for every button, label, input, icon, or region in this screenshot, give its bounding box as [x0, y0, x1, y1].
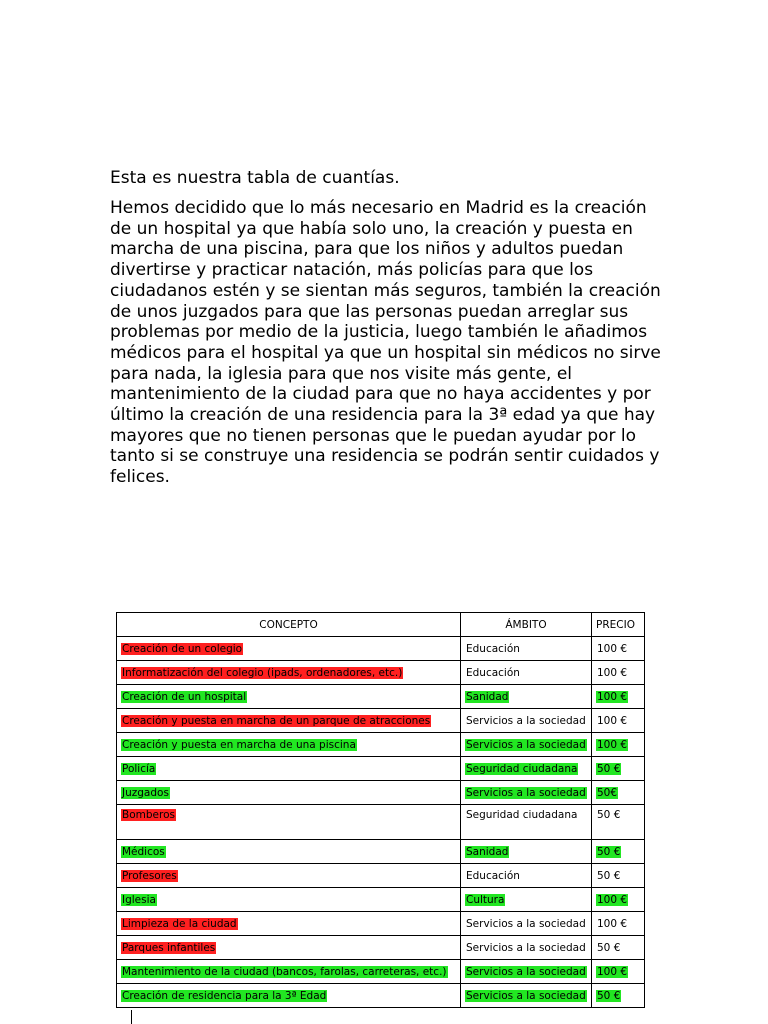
cell-precio	[592, 781, 645, 805]
cell-ambito	[461, 840, 592, 864]
cell-concepto	[117, 733, 461, 757]
table-row	[117, 757, 645, 781]
cell-precio-text: 100 €	[597, 738, 628, 751]
cell-precio-text: 100 €	[597, 917, 628, 930]
cell-precio-text: 50€	[597, 786, 618, 799]
cell-precio-text: 50 €	[597, 845, 621, 858]
cell-precio-text: 50 €	[597, 762, 621, 775]
table-row	[117, 984, 645, 1008]
cell-ambito-text: Cultura	[466, 893, 505, 906]
cell-ambito	[461, 936, 592, 960]
cell-concepto	[117, 781, 461, 805]
cell-ambito-text: Educación	[466, 869, 520, 882]
cell-precio	[592, 936, 645, 960]
header-precio: PRECIO	[592, 613, 645, 637]
cell-precio	[592, 912, 645, 936]
table-row	[117, 733, 645, 757]
cell-ambito	[461, 637, 592, 661]
cell-concepto	[117, 984, 461, 1008]
table-row	[117, 840, 645, 864]
cell-concepto	[117, 864, 461, 888]
cell-concepto	[117, 805, 461, 840]
cell-precio	[592, 685, 645, 709]
cell-ambito	[461, 912, 592, 936]
table-row	[117, 685, 645, 709]
cell-precio	[592, 960, 645, 984]
cell-concepto	[117, 637, 461, 661]
cell-ambito	[461, 984, 592, 1008]
table-row	[117, 709, 645, 733]
cell-precio	[592, 840, 645, 864]
cell-precio	[592, 888, 645, 912]
cell-ambito	[461, 864, 592, 888]
cell-concepto	[117, 888, 461, 912]
cell-ambito-text: Sanidad	[466, 690, 509, 703]
cell-ambito	[461, 733, 592, 757]
cell-concepto-text: Limpieza de la ciudad	[122, 917, 237, 930]
cell-concepto-text: Profesores	[122, 869, 177, 882]
table-row	[117, 960, 645, 984]
cell-concepto	[117, 912, 461, 936]
table-row	[117, 781, 645, 805]
cell-ambito	[461, 960, 592, 984]
cell-precio	[592, 661, 645, 685]
cell-concepto-text: Juzgados	[122, 786, 169, 799]
cell-precio-text: 100 €	[597, 690, 628, 703]
cell-ambito-text: Servicios a la sociedad	[466, 965, 586, 978]
cell-concepto	[117, 960, 461, 984]
cell-ambito-text: Servicios a la sociedad	[466, 738, 586, 751]
cell-precio	[592, 757, 645, 781]
table-row	[117, 912, 645, 936]
cuantias-table	[116, 612, 645, 1008]
cell-ambito-text: Servicios a la sociedad	[466, 989, 586, 1002]
cell-precio	[592, 805, 645, 840]
table-row	[117, 661, 645, 685]
cell-concepto-text: Creación y puesta en marcha de una piscina	[122, 738, 356, 751]
cell-precio-text: 50 €	[597, 869, 621, 882]
cell-concepto	[117, 840, 461, 864]
cell-ambito-text: Servicios a la sociedad	[466, 941, 586, 954]
table-header-row	[117, 613, 645, 637]
header-concepto: CONCEPTO	[117, 613, 461, 637]
cell-precio-text: 100 €	[597, 666, 628, 679]
table-body	[117, 637, 645, 1008]
cell-concepto-text: Parques infantiles	[122, 941, 216, 954]
cell-concepto-text: Creación de un colegio	[122, 642, 243, 655]
header-ambito: ÁMBITO	[461, 613, 592, 637]
cell-ambito-text: Educación	[466, 666, 520, 679]
table-row	[117, 936, 645, 960]
body-paragraph: Hemos decidido que lo más necesario en Madrid es la creación de un hospital ya que había solo uno, la creación y puesta en marcha de una piscina, para que los niños y adultos puedan divertirse y practicar natación, más policías para que los ciudadanos estén y se sientan más seguros, también la creación de unos juzgados para que las personas puedan arreglar sus problemas por medio de la justicia, luego también le añadimos médicos para el hospital ya que un hospital sin médicos no sirve para nada, la iglesia para que nos visite más gente, el mantenimiento de la ciudad para que no haya accidentes y por último la creación de una residencia para la 3ª edad ya que hay mayores que no tienen personas que le puedan ayudar por lo tanto si se construye una residencia se podrán sentir cuidados y felices.	[110, 198, 661, 488]
cell-ambito-text: Servicios a la sociedad	[466, 714, 586, 727]
table-row	[117, 864, 645, 888]
cell-concepto-text: Creación de un hospital	[122, 690, 247, 703]
cell-ambito-text: Seguridad ciudadana	[466, 762, 578, 775]
cell-precio	[592, 864, 645, 888]
cell-ambito	[461, 805, 592, 840]
cell-concepto	[117, 661, 461, 685]
cell-precio-text: 100 €	[597, 714, 628, 727]
cell-concepto-text: Mantenimiento de la ciudad (bancos, farolas, carreteras, etc.)	[122, 965, 447, 978]
text-cursor	[131, 1010, 132, 1024]
cell-precio	[592, 709, 645, 733]
cell-precio-text: 100 €	[597, 893, 628, 906]
cell-concepto-text: Médicos	[122, 845, 165, 858]
cell-precio-text: 50 €	[597, 989, 621, 1002]
cell-concepto-text: Creación de residencia para la 3ª Edad	[122, 989, 327, 1002]
cell-ambito	[461, 661, 592, 685]
cell-precio-text: 100 €	[597, 965, 628, 978]
cell-ambito	[461, 888, 592, 912]
cell-precio-text: 100 €	[597, 642, 628, 655]
cell-ambito	[461, 757, 592, 781]
cell-ambito	[461, 685, 592, 709]
table-row	[117, 888, 645, 912]
cell-precio	[592, 733, 645, 757]
cell-precio-text: 50 €	[597, 941, 621, 954]
cell-precio	[592, 984, 645, 1008]
cell-precio	[592, 637, 645, 661]
cell-ambito-text: Seguridad ciudadana	[466, 809, 578, 821]
cell-concepto-text: Policía	[122, 762, 156, 775]
cell-ambito-text: Educación	[466, 642, 520, 655]
cell-concepto-text: Iglesia	[122, 893, 156, 906]
cell-ambito-text: Servicios a la sociedad	[466, 786, 586, 799]
cell-concepto-text: Creación y puesta en marcha de un parque de atracciones	[122, 714, 431, 727]
cell-ambito-text: Servicios a la sociedad	[466, 917, 586, 930]
table-row	[117, 805, 645, 840]
cell-concepto	[117, 685, 461, 709]
cell-concepto-text: Informatización del colegio (ipads, ordenadores, etc.)	[122, 666, 403, 679]
cell-concepto	[117, 709, 461, 733]
cell-concepto	[117, 757, 461, 781]
cell-precio-text: 50 €	[597, 809, 621, 821]
intro-text: Esta es nuestra tabla de cuantías.	[110, 168, 400, 188]
cell-concepto	[117, 936, 461, 960]
cell-ambito	[461, 781, 592, 805]
table-row	[117, 637, 645, 661]
cell-ambito-text: Sanidad	[466, 845, 509, 858]
cell-concepto-text: Bomberos	[122, 809, 175, 821]
cell-ambito	[461, 709, 592, 733]
